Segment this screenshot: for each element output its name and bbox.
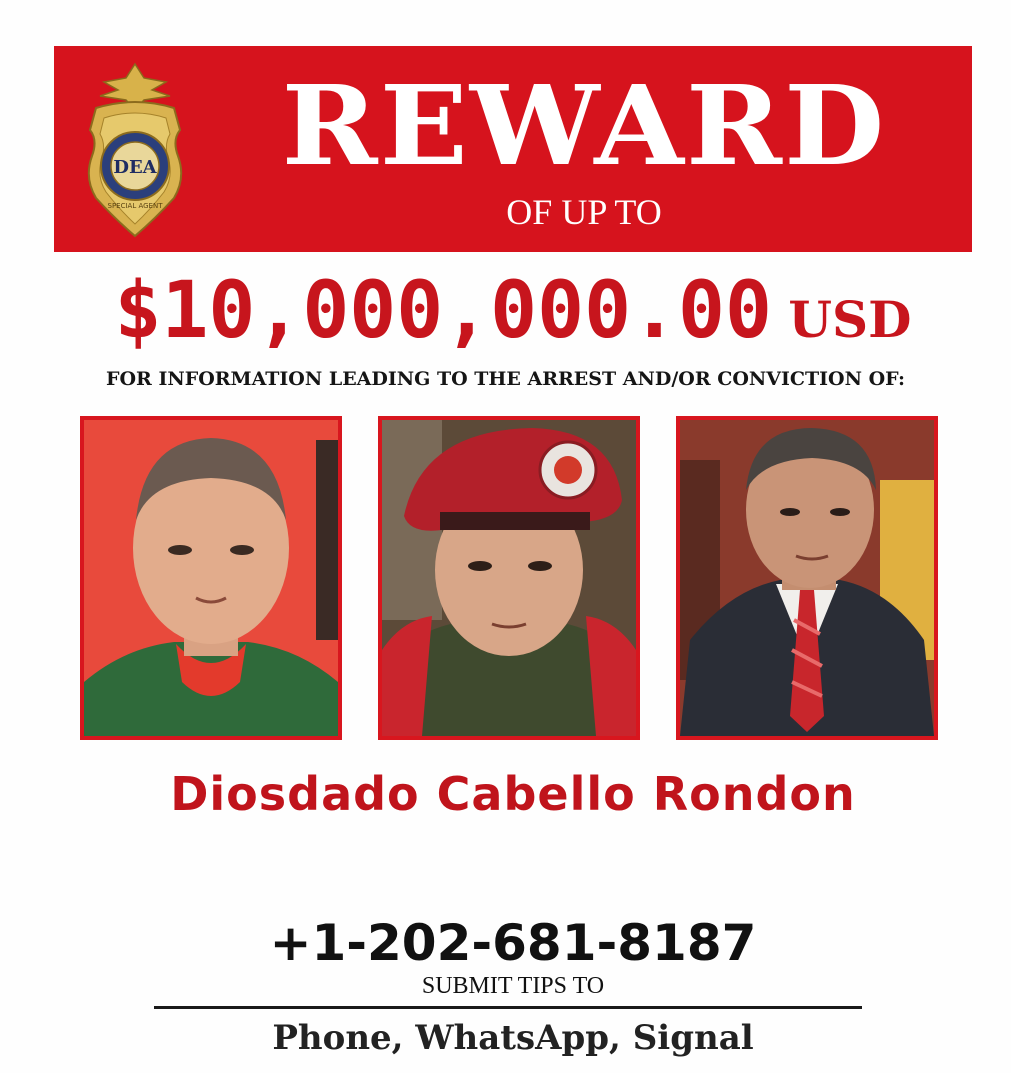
portrait-photo-2: [378, 416, 640, 740]
submit-tips-label: SUBMIT TIPS TO: [421, 973, 605, 999]
badge-text: DEA: [113, 157, 157, 178]
reward-currency: USD: [788, 290, 912, 349]
banner-subtitle: OF UP TO: [506, 192, 662, 232]
reward-amount-value: $10,000,000.00: [114, 266, 772, 356]
portrait-photo-1: [80, 416, 342, 740]
tip-phone-number[interactable]: +1-202-681-8187: [269, 914, 757, 972]
subject-name: Diosdado Cabello Rondon: [170, 767, 856, 821]
tip-channels: Phone, WhatsApp, Signal: [272, 1018, 754, 1058]
dea-badge-icon: [74, 60, 196, 240]
divider: [154, 1006, 862, 1009]
reward-amount: [54, 266, 972, 356]
badge-subtext: SPECIAL AGENT: [107, 202, 163, 210]
reward-banner: [54, 46, 972, 252]
info-line: FOR INFORMATION LEADING TO THE ARREST AND/OR CONVICTION OF:: [106, 368, 905, 390]
portrait-photo-3: [676, 416, 938, 740]
banner-title: REWARD: [281, 61, 887, 190]
